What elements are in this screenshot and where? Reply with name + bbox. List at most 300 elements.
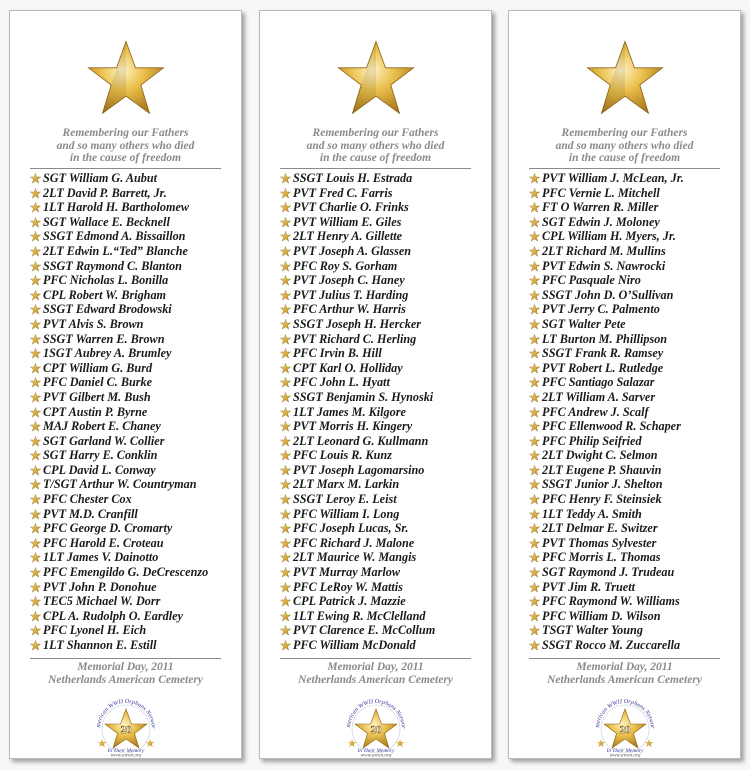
small-star-bullet-icon [529,202,540,213]
small-star-bullet-icon [529,640,540,651]
small-star-bullet-icon [280,202,291,213]
name-entry [280,317,487,332]
name-entry [280,492,487,507]
name-entry [280,288,487,303]
tagline-line: in the cause of freedom [568,152,681,164]
name-text: 1SGT Aubrey A. Brumley [43,346,172,361]
small-star-bullet-icon [30,436,41,447]
name-text: PVT Joseph A. Glassen [293,243,412,258]
small-star-bullet-icon [529,479,540,490]
small-star-bullet-icon [30,377,41,388]
name-entry [30,448,237,463]
name-entry [280,302,487,317]
name-entry [529,375,736,390]
name-text: SSGT Leroy E. Leist [293,492,397,507]
gold-star-icon [585,39,665,119]
name-text: 2LT Marx M. Larkin [293,477,400,492]
name-entry [280,375,487,390]
small-star-bullet-icon [280,407,291,418]
name-entry [280,186,487,201]
name-entry [529,317,736,332]
logo-url: www.awon.org [609,752,640,757]
small-star-bullet-icon [30,261,41,272]
small-star-bullet-icon [30,582,41,593]
name-text: SSGT Edward Brodowski [43,302,172,317]
name-text: PVT Gilbert M. Bush [43,389,151,404]
name-entry [529,229,736,244]
small-star-bullet-icon [529,377,540,388]
name-text: SSGT Benjamin S. Hynoski [293,389,434,404]
small-star-bullet-icon [30,509,41,520]
small-star-bullet-icon [280,392,291,403]
small-star-bullet-icon [30,465,41,476]
name-text: 2LT Maurice W. Mangis [293,550,417,565]
name-entry [529,200,736,215]
small-star-bullet-icon [30,348,41,359]
small-star-bullet-icon [30,596,41,607]
name-text: SSGT Frank R. Ramsey [542,346,664,361]
name-text: 1LT Shannon E. Estill [43,638,157,652]
small-star-bullet-icon [529,334,540,345]
name-entry [30,229,237,244]
name-text: 2LT David P. Barrett, Jr. [43,185,167,200]
name-entry [280,536,487,551]
name-entry [280,594,487,609]
name-entry [529,565,736,580]
name-entry [280,390,487,405]
small-star-bullet-icon [30,246,41,257]
name-text: PFC John L. Hyatt [293,375,390,390]
gold-star-icon [86,39,166,119]
small-star-bullet-icon [529,231,540,242]
name-text: 2LT Edwin L.“Ted” Blanche [43,243,188,258]
name-entry [280,215,487,230]
small-star-bullet-icon [30,538,41,549]
name-entry [280,273,487,288]
name-text: SGT Walter Pete [542,316,626,331]
footer-place: Netherlands American Cemetery [48,673,203,686]
small-star-bullet-icon [30,611,41,622]
small-star-bullet-icon [30,363,41,374]
small-star-bullet-icon [30,552,41,563]
logo-number: 20 [370,724,381,736]
logo-arc-text: merican WWII Orphans Networ [94,697,157,729]
small-star-bullet-icon [280,246,291,257]
name-entry [280,565,487,580]
small-star-bullet-icon [280,552,291,563]
name-entry [529,477,736,492]
name-entry [30,317,237,332]
name-text: MAJ Robert E. Chaney [43,419,161,434]
name-text: PVT Charlie O. Frinks [293,200,409,215]
name-text: SSGT Warren E. Brown [43,331,165,346]
name-entry [529,244,736,259]
name-text: PVT Richard C. Herling [293,331,417,346]
small-star-bullet-icon [529,246,540,257]
name-entry [280,521,487,536]
name-list [529,171,736,653]
name-entry [280,580,487,595]
name-text: 2LT Henry A. Gillette [293,229,402,244]
name-entry [529,536,736,551]
footer [260,661,491,686]
small-star-bullet-icon [529,436,540,447]
name-text: PFC Raymond W. Williams [542,594,680,609]
small-star-bullet-icon [280,319,291,330]
small-star-bullet-icon [529,523,540,534]
name-entry [30,186,237,201]
tagline-line: and so many others who died [555,139,694,152]
name-text: PFC William McDonald [293,638,416,652]
small-star-bullet-icon [529,494,540,505]
tagline-line: in the cause of freedom [319,152,432,164]
small-star-bullet-icon [529,363,540,374]
small-star-bullet-icon [529,348,540,359]
name-entry [280,638,487,653]
name-entry [529,492,736,507]
footer [509,661,740,686]
name-entry [30,521,237,536]
small-star-bullet-icon [30,188,41,199]
small-star-bullet-icon [529,509,540,520]
small-star-bullet-icon [529,217,540,228]
name-text: PFC Daniel C. Burke [43,375,153,390]
name-entry [280,259,487,274]
small-star-bullet-icon [30,275,41,286]
small-star-bullet-icon [30,319,41,330]
name-entry [280,171,487,186]
name-entry [30,463,237,478]
tagline [268,127,483,165]
small-star-bullet-icon [280,188,291,199]
name-entry [529,288,736,303]
name-entry [30,536,237,551]
name-text: CPL A. Rudolph O. Eardley [43,608,183,623]
tagline-line: Remembering our Fathers [561,127,688,139]
name-text: SGT Edwin J. Moloney [542,214,660,229]
name-entry [529,259,736,274]
name-entry [30,200,237,215]
name-text: PVT Fred C. Farris [293,185,393,200]
name-entry [30,419,237,434]
name-entry [30,361,237,376]
name-text: PFC George D. Cromarty [43,521,173,536]
name-text: 2LT Dwight C. Selmon [542,448,658,463]
tagline [517,127,732,165]
name-text: 2LT Delmar E. Switzer [542,521,658,536]
small-star-bullet-icon [280,494,291,505]
name-entry [529,346,736,361]
small-star-bullet-icon [280,261,291,272]
name-text: SSGT Louis H. Estrada [293,171,413,185]
small-star-bullet-icon [30,640,41,651]
name-entry [280,477,487,492]
logo-bottom-text: In Their Memory [107,748,144,754]
small-star-bullet-icon [30,392,41,403]
name-text: SSGT Raymond C. Blanton [43,258,182,273]
small-star-bullet-icon [280,582,291,593]
name-entry [529,550,736,565]
name-text: PVT Murray Marlow [293,565,400,580]
small-star-bullet-icon [280,421,291,432]
small-star-bullet-icon [280,479,291,490]
name-text: SSGT Joseph H. Hercker [293,316,421,331]
name-text: PVT Joseph Lagomarsino [293,462,425,477]
name-text: PFC Chester Cox [43,492,132,507]
name-text: 2LT William A. Sarver [542,389,656,404]
name-text: CPL David L. Conway [43,462,156,477]
name-text: PFC Andrew J. Scalf [542,404,649,419]
footer-date: Memorial Day, 2011 [327,661,424,673]
small-star-bullet-icon [280,363,291,374]
name-text: PVT William E. Giles [293,214,402,229]
name-entry [30,302,237,317]
name-entry [30,244,237,259]
small-star-bullet-icon [280,217,291,228]
name-text: 1LT Harold H. Bartholomew [43,200,190,215]
divider [280,168,471,169]
name-entry [30,288,237,303]
name-text: PVT Alvis S. Brown [43,316,144,331]
name-text: SSGT John D. O’Sullivan [542,287,674,302]
name-entry [529,390,736,405]
divider [280,658,471,659]
name-text: PFC Henry F. Steinsiek [542,492,662,507]
small-star-bullet-icon [529,538,540,549]
name-text: PFC Morris L. Thomas [542,550,661,565]
name-text: PVT Morris H. Kingery [293,419,413,434]
name-entry [30,623,237,638]
name-entry [30,550,237,565]
name-text: PVT John P. Donohue [43,579,157,594]
name-entry [529,580,736,595]
small-star-bullet-icon [280,523,291,534]
small-star-bullet-icon [30,290,41,301]
name-entry [280,200,487,215]
name-text: PFC Santiago Salazar [542,375,655,390]
name-text: SGT Raymond J. Trudeau [542,565,675,580]
name-text: PFC Joseph Lucas, Sr. [293,521,409,536]
divider [30,658,221,659]
name-entry [280,550,487,565]
name-entry [529,419,736,434]
name-entry [30,594,237,609]
name-text: 2LT Richard M. Mullins [542,243,666,258]
name-list [280,171,487,653]
small-star-bullet-icon [280,611,291,622]
name-entry [30,580,237,595]
name-text: 1LT Ewing R. McClelland [293,608,426,623]
divider [529,168,720,169]
name-entry [280,434,487,449]
memorial-card-3 [508,10,741,759]
name-entry [529,302,736,317]
small-star-bullet-icon [280,538,291,549]
name-text: PVT Clarence E. McCollum [293,623,436,638]
small-star-bullet-icon [280,450,291,461]
small-star-bullet-icon [30,479,41,490]
small-star-bullet-icon [30,334,41,345]
name-entry [280,463,487,478]
name-entry [280,405,487,420]
name-text: SSGT Rocco M. Zuccarella [542,638,681,652]
name-text: PVT Jerry C. Palmento [542,302,660,317]
awon-logo [585,691,665,757]
name-entry [30,375,237,390]
small-star-bullet-icon [30,231,41,242]
name-entry [529,463,736,478]
name-entry [529,361,736,376]
name-entry [30,215,237,230]
small-star-bullet-icon [529,392,540,403]
name-text: 1LT James M. Kilgore [293,404,406,419]
divider [30,168,221,169]
name-entry [30,638,237,653]
small-star-bullet-icon [529,407,540,418]
name-entry [30,405,237,420]
name-text: PVT M.D. Cranfill [43,506,138,521]
footer-place: Netherlands American Cemetery [547,673,702,686]
name-entry [280,244,487,259]
name-text: PFC William D. Wilson [542,608,661,623]
name-text: CPT Karl O. Holliday [293,360,403,375]
small-star-bullet-icon [529,188,540,199]
logo-number: 20 [120,724,131,736]
logo-bottom-text: In Their Memory [606,748,643,754]
name-text: 2LT Leonard G. Kullmann [293,433,429,448]
name-entry [30,434,237,449]
small-star-bullet-icon [280,304,291,315]
name-text: PVT Joseph C. Haney [293,273,405,288]
small-star-bullet-icon [30,202,41,213]
small-star-bullet-icon [529,261,540,272]
small-star-bullet-icon [30,304,41,315]
small-star-bullet-icon [280,465,291,476]
name-text: PVT Robert L. Rutledge [542,360,664,375]
tagline-line: Remembering our Fathers [312,127,439,139]
name-entry [529,521,736,536]
name-text: T/SGT Arthur W. Countryman [43,477,197,492]
name-text: CPL Robert W. Brigham [43,287,167,302]
small-star-bullet-icon [529,465,540,476]
name-entry [30,332,237,347]
small-star-bullet-icon [529,625,540,636]
name-entry [280,448,487,463]
awon-logo [336,691,416,757]
name-entry [280,623,487,638]
name-entry [529,434,736,449]
name-text: CPT Austin P. Byrne [43,404,148,419]
name-entry [280,361,487,376]
name-text: 1LT Teddy A. Smith [542,506,642,521]
small-star-bullet-icon [280,275,291,286]
small-star-bullet-icon [529,450,540,461]
logo-number: 20 [619,724,630,736]
small-star-bullet-icon [529,552,540,563]
logo-url: www.awon.org [110,752,141,757]
name-entry [529,215,736,230]
small-star-bullet-icon [529,319,540,330]
name-text: SGT William G. Aubut [43,171,158,185]
small-star-bullet-icon [30,407,41,418]
name-list [30,171,237,653]
small-star-bullet-icon [30,173,41,184]
name-text: FT O Warren R. Miller [542,200,659,215]
small-star-bullet-icon [280,231,291,242]
name-text: PFC Lyonel H. Eich [43,623,147,638]
name-text: TEC5 Michael W. Dorr [43,594,161,609]
divider [529,658,720,659]
small-star-bullet-icon [529,304,540,315]
name-entry [280,419,487,434]
name-text: SGT Harry E. Conklin [43,448,158,463]
name-text: SSGT Edmond A. Bissaillon [43,229,186,244]
name-entry [30,507,237,522]
name-text: PFC Louis R. Kunz [293,448,392,463]
name-text: 1LT James V. Dainotto [43,550,159,565]
tagline-line: and so many others who died [306,139,445,152]
name-entry [529,638,736,653]
name-text: PFC William I. Long [293,506,400,521]
small-star-bullet-icon [280,596,291,607]
tagline-line: and so many others who died [56,139,195,152]
name-entry [30,565,237,580]
name-text: PFC LeRoy W. Mattis [293,579,403,594]
name-text: PFC Richard J. Malone [293,535,415,550]
small-star-bullet-icon [529,275,540,286]
small-star-bullet-icon [280,436,291,447]
name-entry [30,492,237,507]
name-text: SGT Garland W. Collier [43,433,165,448]
small-star-bullet-icon [280,567,291,578]
small-star-bullet-icon [280,640,291,651]
name-entry [30,259,237,274]
tagline-line: Remembering our Fathers [62,127,189,139]
small-star-bullet-icon [280,509,291,520]
small-star-bullet-icon [30,217,41,228]
small-star-bullet-icon [30,450,41,461]
awon-logo [86,691,166,757]
logo-arc-text: merican WWII Orphans Networ [593,697,656,729]
name-entry [30,477,237,492]
small-star-bullet-icon [529,611,540,622]
name-text: PFC Philip Seifried [542,433,642,448]
name-entry [30,171,237,186]
name-text: TSGT Walter Young [542,623,643,638]
name-entry [529,623,736,638]
name-entry [529,171,736,186]
name-text: PVT Edwin S. Nawrocki [542,258,666,273]
small-star-bullet-icon [280,290,291,301]
name-text: PFC Roy S. Gorham [293,258,398,273]
name-entry [529,609,736,624]
small-star-bullet-icon [30,494,41,505]
name-entry [280,346,487,361]
small-star-bullet-icon [529,582,540,593]
logo-arc-text: merican WWII Orphans Networ [344,697,407,729]
small-star-bullet-icon [30,523,41,534]
small-star-bullet-icon [529,290,540,301]
name-text: PFC Harold E. Croteau [43,535,164,550]
name-entry [529,273,736,288]
name-entry [280,332,487,347]
name-text: PFC Pasquale Niro [542,273,641,288]
name-text: PFC Emengildo G. DeCrescenzo [43,565,209,580]
name-text: 2LT Eugene P. Shauvin [542,462,662,477]
name-entry [529,405,736,420]
name-text: PVT Thomas Sylvester [542,535,657,550]
name-entry [30,390,237,405]
